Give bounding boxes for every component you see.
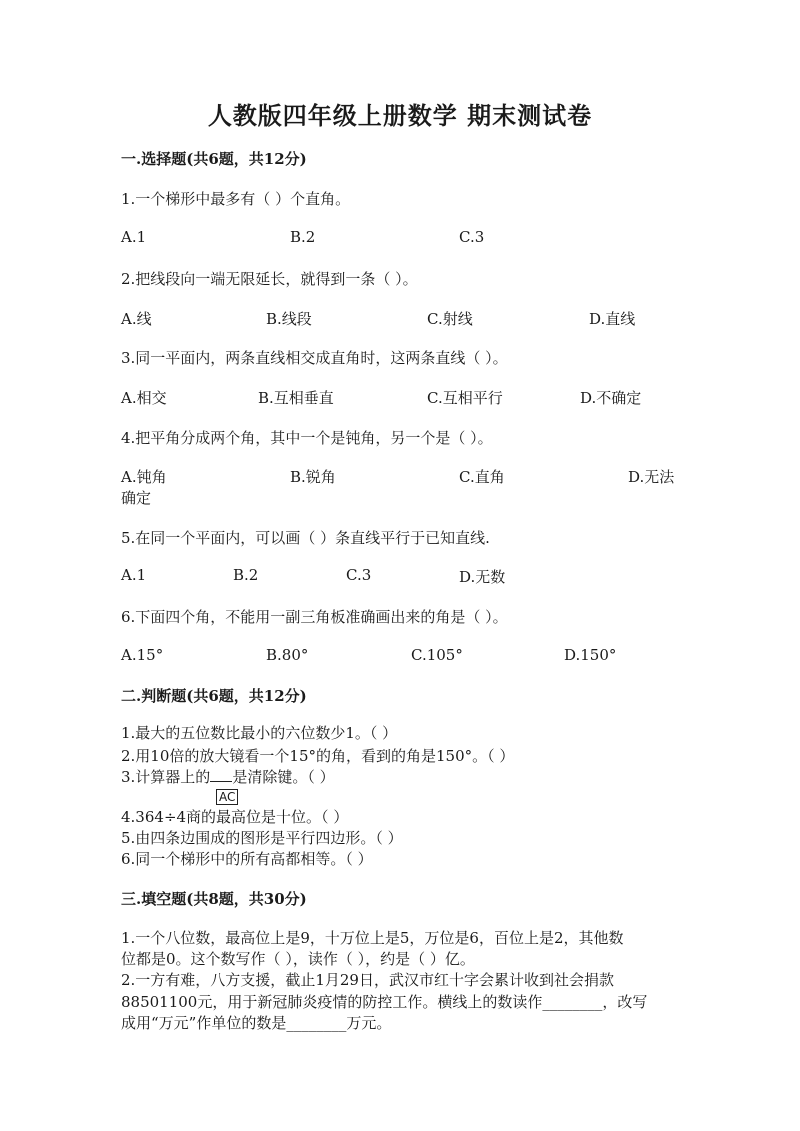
judge-item-1: 1.最大的五位数比最小的六位数少1。（ ） [121,724,398,742]
fill-line-1: 1.一个八位数，最高位上是9，十万位上是5，万位是6，百位上是2，其他数 [121,929,624,947]
option-6c: C.105° [411,646,463,664]
option-4d-wrap: 确定 [121,489,152,507]
option-3d: D.不确定 [580,389,642,407]
fill-line-3: 2.一方有难，八方支援，截止1月29日，武汉市红十字会累计收到社会捐款 [121,971,614,989]
judge-item-3-blank [210,767,232,782]
question-3: 3.同一平面内，两条直线相交成直角时，这两条直线（ ）。 [121,349,508,367]
option-6d: D.150° [564,646,617,664]
option-4b: B.锐角 [290,468,336,486]
judge-item-2: 2.用10倍的放大镜看一个15°的角，看到的角是150°。（ ） [121,747,515,765]
option-4d: D.无法 [628,468,675,486]
option-3b: B.互相垂直 [258,389,334,407]
judge-item-3-text-b: 是清除键。（ ） [232,768,335,786]
question-5: 5.在同一个平面内，可以画（ ）条直线平行于已知直线. [121,529,490,547]
option-6a: A.15° [121,646,164,664]
option-2a: A.线 [121,310,152,328]
ac-key-label: AC [216,789,238,805]
option-4a: A.钝角 [121,468,167,486]
option-6b: B.80° [266,646,309,664]
ac-key [216,786,238,805]
option-2c: C.射线 [427,310,473,328]
page-title: 人教版四年级上册数学 期末测试卷 [207,101,593,130]
option-3a: A.相交 [121,389,167,407]
option-1a: A.1 [121,228,147,246]
question-2: 2.把线段向一端无限延长，就得到一条（ ）。 [121,270,418,288]
question-6: 6.下面四个角，不能用一副三角板准确画出来的角是（ ）。 [121,608,508,626]
option-1b: B.2 [290,228,316,246]
judge-item-5: 5.由四条边围成的图形是平行四边形。（ ） [121,829,403,847]
fill-line-2: 位都是0。这个数写作（ ），读作（ ），约是（ ）亿。 [121,950,475,968]
question-1: 1.一个梯形中最多有（ ）个直角。 [121,190,351,208]
option-2b: B.线段 [266,310,312,328]
judge-item-6: 6.同一个梯形中的所有高都相等。（ ） [121,850,373,868]
option-3c: C.互相平行 [427,389,503,407]
option-2d: D.直线 [589,310,636,328]
option-4c: C.直角 [459,468,505,486]
judge-item-4: 4.364÷4商的最高位是十位。（ ） [121,808,349,826]
section-heading-choice: 一.选择题(共6题，共12分) [121,150,307,168]
fill-line-4: 88501100元，用于新冠肺炎疫情的防控工作。横线上的数读作________，改写 [121,993,648,1011]
section-heading-fill: 三.填空题(共8题，共30分) [121,890,307,908]
section-heading-judge: 二.判断题(共6题，共12分) [121,687,307,705]
option-5d: D.无数 [459,568,506,586]
fill-line-5: 成用“万元”作单位的数是________万元。 [121,1014,392,1032]
judge-item-3-text-a: 3.计算器上的 [121,768,211,786]
option-5c: C.3 [346,566,372,584]
option-5b: B.2 [233,566,259,584]
question-4: 4.把平角分成两个角，其中一个是钝角，另一个是（ ）。 [121,429,493,447]
option-5a: A.1 [121,566,147,584]
option-1c: C.3 [459,228,485,246]
